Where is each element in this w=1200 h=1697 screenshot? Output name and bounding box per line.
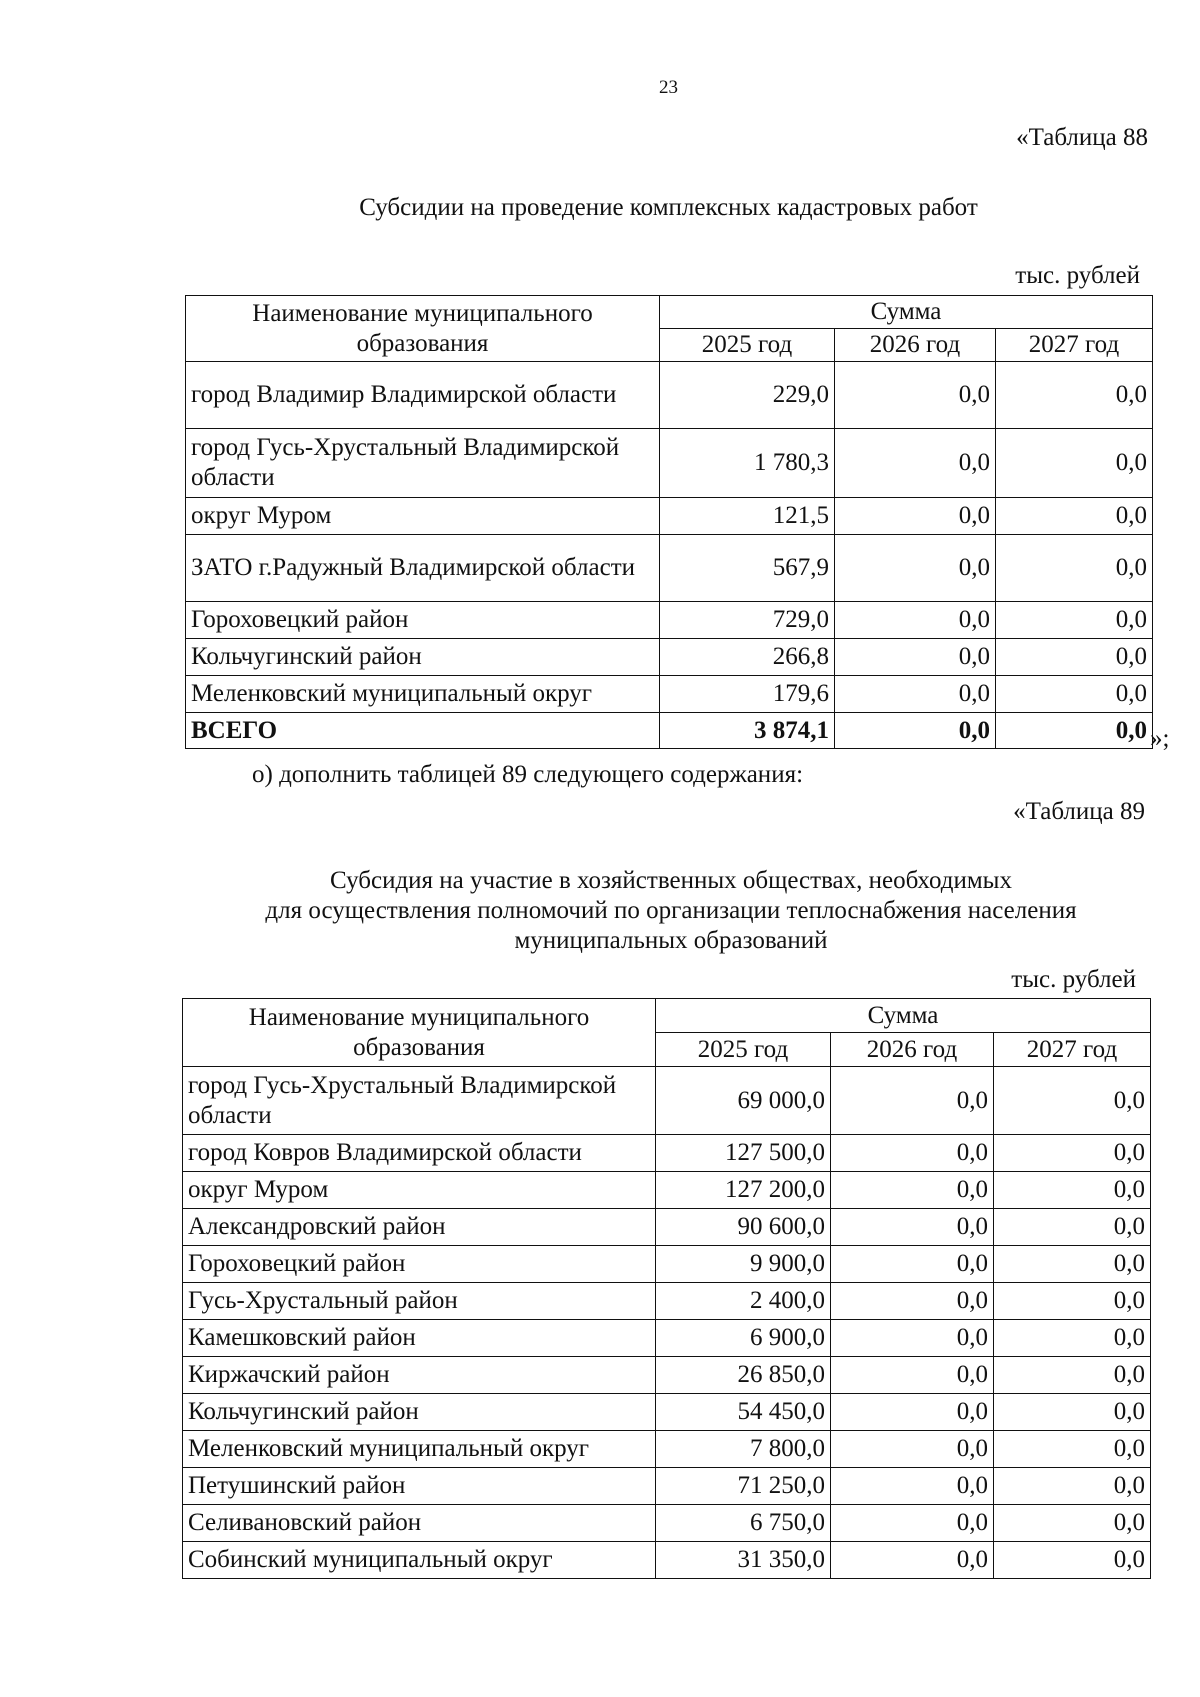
table-89-title-line: Субсидия на участие в хозяйственных обществах, необходимых bbox=[330, 867, 1012, 894]
total-row bbox=[186, 713, 1153, 749]
header-year-cell: 2026 год bbox=[835, 329, 996, 362]
value-cell: 0,0 bbox=[835, 602, 996, 639]
row-name-cell: округ Муром bbox=[186, 498, 660, 535]
value-cell: 0,0 bbox=[831, 1468, 994, 1505]
value-cell: 26 850,0 bbox=[656, 1357, 831, 1394]
value-cell: 0,0 bbox=[996, 535, 1153, 602]
value-cell: 0,0 bbox=[831, 1357, 994, 1394]
table-row bbox=[183, 1067, 1151, 1135]
value-cell: 0,0 bbox=[994, 1246, 1151, 1283]
table-row bbox=[186, 602, 1153, 639]
value-cell: 0,0 bbox=[831, 1209, 994, 1246]
value-cell: 0,0 bbox=[996, 602, 1153, 639]
table-row bbox=[183, 1357, 1151, 1394]
value-cell: 0,0 bbox=[994, 1320, 1151, 1357]
value-cell: 0,0 bbox=[831, 1067, 994, 1135]
value-cell: 266,8 bbox=[660, 639, 835, 676]
header-year-cell: 2026 год bbox=[831, 1033, 994, 1067]
row-name-cell: Меленковский муниципальный округ bbox=[183, 1431, 656, 1468]
table-row bbox=[186, 498, 1153, 535]
value-cell: 0,0 bbox=[994, 1394, 1151, 1431]
header-year-cell: 2027 год bbox=[994, 1033, 1151, 1067]
row-name-cell: Гороховецкий район bbox=[186, 602, 660, 639]
row-name-cell: округ Муром bbox=[183, 1172, 656, 1209]
row-name-cell: Селивановский район bbox=[183, 1505, 656, 1542]
value-cell: 0,0 bbox=[994, 1542, 1151, 1579]
row-name-cell: город Гусь-Хрустальный Владимирской области bbox=[183, 1067, 656, 1135]
table-row bbox=[186, 429, 1153, 498]
value-cell: 0,0 bbox=[994, 1505, 1151, 1542]
page-number: 23 bbox=[659, 77, 678, 98]
header-sum-cell: Сумма bbox=[656, 999, 1151, 1033]
value-cell: 0,0 bbox=[994, 1431, 1151, 1468]
value-cell: 179,6 bbox=[660, 676, 835, 713]
row-name-cell: Собинский муниципальный округ bbox=[183, 1542, 656, 1579]
value-cell: 0,0 bbox=[994, 1283, 1151, 1320]
table-88-header-row bbox=[186, 296, 1153, 329]
value-cell: 0,0 bbox=[831, 1394, 994, 1431]
row-name-cell: Камешковский район bbox=[183, 1320, 656, 1357]
value-cell: 6 750,0 bbox=[656, 1505, 831, 1542]
header-sum-cell: Сумма bbox=[660, 296, 1153, 329]
row-name-cell: Александровский район bbox=[183, 1209, 656, 1246]
value-cell: 0,0 bbox=[996, 639, 1153, 676]
table-row bbox=[186, 362, 1153, 429]
value-cell: 0,0 bbox=[831, 1431, 994, 1468]
row-name-cell: город Владимир Владимирской области bbox=[186, 362, 660, 429]
total-value-cell bbox=[996, 713, 1153, 749]
total-value: 0,0 bbox=[1115, 716, 1147, 744]
value-cell: 1 780,3 bbox=[660, 429, 835, 498]
value-cell: 69 000,0 bbox=[656, 1067, 831, 1135]
value-cell: 9 900,0 bbox=[656, 1246, 831, 1283]
value-cell: 0,0 bbox=[996, 362, 1153, 429]
header-year-cell: 2025 год bbox=[660, 329, 835, 362]
value-cell: 0,0 bbox=[831, 1320, 994, 1357]
value-cell: 54 450,0 bbox=[656, 1394, 831, 1431]
value-cell: 127 200,0 bbox=[656, 1172, 831, 1209]
value-cell: 0,0 bbox=[996, 676, 1153, 713]
value-cell: 0,0 bbox=[835, 535, 996, 602]
value-cell: 0,0 bbox=[831, 1135, 994, 1172]
value-cell: 0,0 bbox=[996, 498, 1153, 535]
value-cell: 0,0 bbox=[994, 1209, 1151, 1246]
table-88 bbox=[185, 295, 1153, 749]
value-cell: 0,0 bbox=[994, 1067, 1151, 1135]
table-row bbox=[183, 1431, 1151, 1468]
value-cell: 567,9 bbox=[660, 535, 835, 602]
header-name-cell: Наименование муниципального образования bbox=[183, 999, 656, 1067]
row-name-cell: город Ковров Владимирской области bbox=[183, 1135, 656, 1172]
table-row bbox=[183, 1135, 1151, 1172]
value-cell: 0,0 bbox=[994, 1172, 1151, 1209]
row-name-cell: ЗАТО г.Радужный Владимирской области bbox=[186, 535, 660, 602]
value-cell: 6 900,0 bbox=[656, 1320, 831, 1357]
table-row bbox=[186, 639, 1153, 676]
value-cell: 2 400,0 bbox=[656, 1283, 831, 1320]
table-89-title bbox=[0, 866, 1200, 956]
value-cell: 0,0 bbox=[835, 676, 996, 713]
header-name-cell: Наименование муниципального образования bbox=[186, 296, 660, 362]
row-name-cell: Кольчугинский район bbox=[186, 639, 660, 676]
row-name-cell: Гороховецкий район bbox=[183, 1246, 656, 1283]
table-89-label: «Таблица 89 bbox=[1013, 798, 1145, 825]
table-89-header-row bbox=[183, 999, 1151, 1033]
value-cell: 0,0 bbox=[994, 1357, 1151, 1394]
table-88-units: тыс. рублей bbox=[1015, 262, 1140, 289]
value-cell: 0,0 bbox=[831, 1283, 994, 1320]
row-name-cell: Меленковский муниципальный округ bbox=[186, 676, 660, 713]
table-row bbox=[186, 535, 1153, 602]
value-cell: 0,0 bbox=[994, 1135, 1151, 1172]
value-cell: 0,0 bbox=[994, 1468, 1151, 1505]
row-name-cell: Киржачский район bbox=[183, 1357, 656, 1394]
table-89-units: тыс. рублей bbox=[1011, 966, 1136, 993]
table-row bbox=[183, 1283, 1151, 1320]
closing-quote: »; bbox=[1150, 725, 1170, 752]
row-name-cell: Петушинский район bbox=[183, 1468, 656, 1505]
table-row bbox=[186, 676, 1153, 713]
value-cell: 90 600,0 bbox=[656, 1209, 831, 1246]
row-name-cell: город Гусь-Хрустальный Владимирской области bbox=[186, 429, 660, 498]
table-row bbox=[183, 1542, 1151, 1579]
table-row bbox=[183, 1468, 1151, 1505]
value-cell: 0,0 bbox=[831, 1505, 994, 1542]
value-cell: 0,0 bbox=[831, 1172, 994, 1209]
total-value-cell: 0,0 bbox=[835, 713, 996, 749]
value-cell: 0,0 bbox=[996, 429, 1153, 498]
value-cell: 0,0 bbox=[835, 498, 996, 535]
table-88-title: Субсидии на проведение комплексных кадастровых работ bbox=[359, 194, 978, 221]
value-cell: 7 800,0 bbox=[656, 1431, 831, 1468]
value-cell: 0,0 bbox=[831, 1542, 994, 1579]
table-row bbox=[183, 1320, 1151, 1357]
table-88-label: «Таблица 88 bbox=[1016, 124, 1148, 151]
row-name-cell: Кольчугинский район bbox=[183, 1394, 656, 1431]
table-row bbox=[183, 1172, 1151, 1209]
value-cell: 31 350,0 bbox=[656, 1542, 831, 1579]
total-label-cell: ВСЕГО bbox=[186, 713, 660, 749]
amendment-note: о) дополнить таблицей 89 следующего содержания: bbox=[252, 761, 804, 788]
total-value-cell: 3 874,1 bbox=[660, 713, 835, 749]
value-cell: 229,0 bbox=[660, 362, 835, 429]
value-cell: 127 500,0 bbox=[656, 1135, 831, 1172]
table-row bbox=[183, 1394, 1151, 1431]
table-89 bbox=[182, 998, 1151, 1579]
header-year-cell: 2027 год bbox=[996, 329, 1153, 362]
table-row bbox=[183, 1209, 1151, 1246]
table-89-title-line: муниципальных образований bbox=[514, 927, 828, 954]
value-cell: 0,0 bbox=[835, 429, 996, 498]
table-89-title-line: для осуществления полномочий по организации теплоснабжения населения bbox=[265, 897, 1077, 924]
value-cell: 0,0 bbox=[835, 362, 996, 429]
row-name-cell: Гусь-Хрустальный район bbox=[183, 1283, 656, 1320]
value-cell: 0,0 bbox=[835, 639, 996, 676]
value-cell: 0,0 bbox=[831, 1246, 994, 1283]
table-row bbox=[183, 1505, 1151, 1542]
table-row bbox=[183, 1246, 1151, 1283]
header-year-cell: 2025 год bbox=[656, 1033, 831, 1067]
value-cell: 71 250,0 bbox=[656, 1468, 831, 1505]
value-cell: 729,0 bbox=[660, 602, 835, 639]
value-cell: 121,5 bbox=[660, 498, 835, 535]
